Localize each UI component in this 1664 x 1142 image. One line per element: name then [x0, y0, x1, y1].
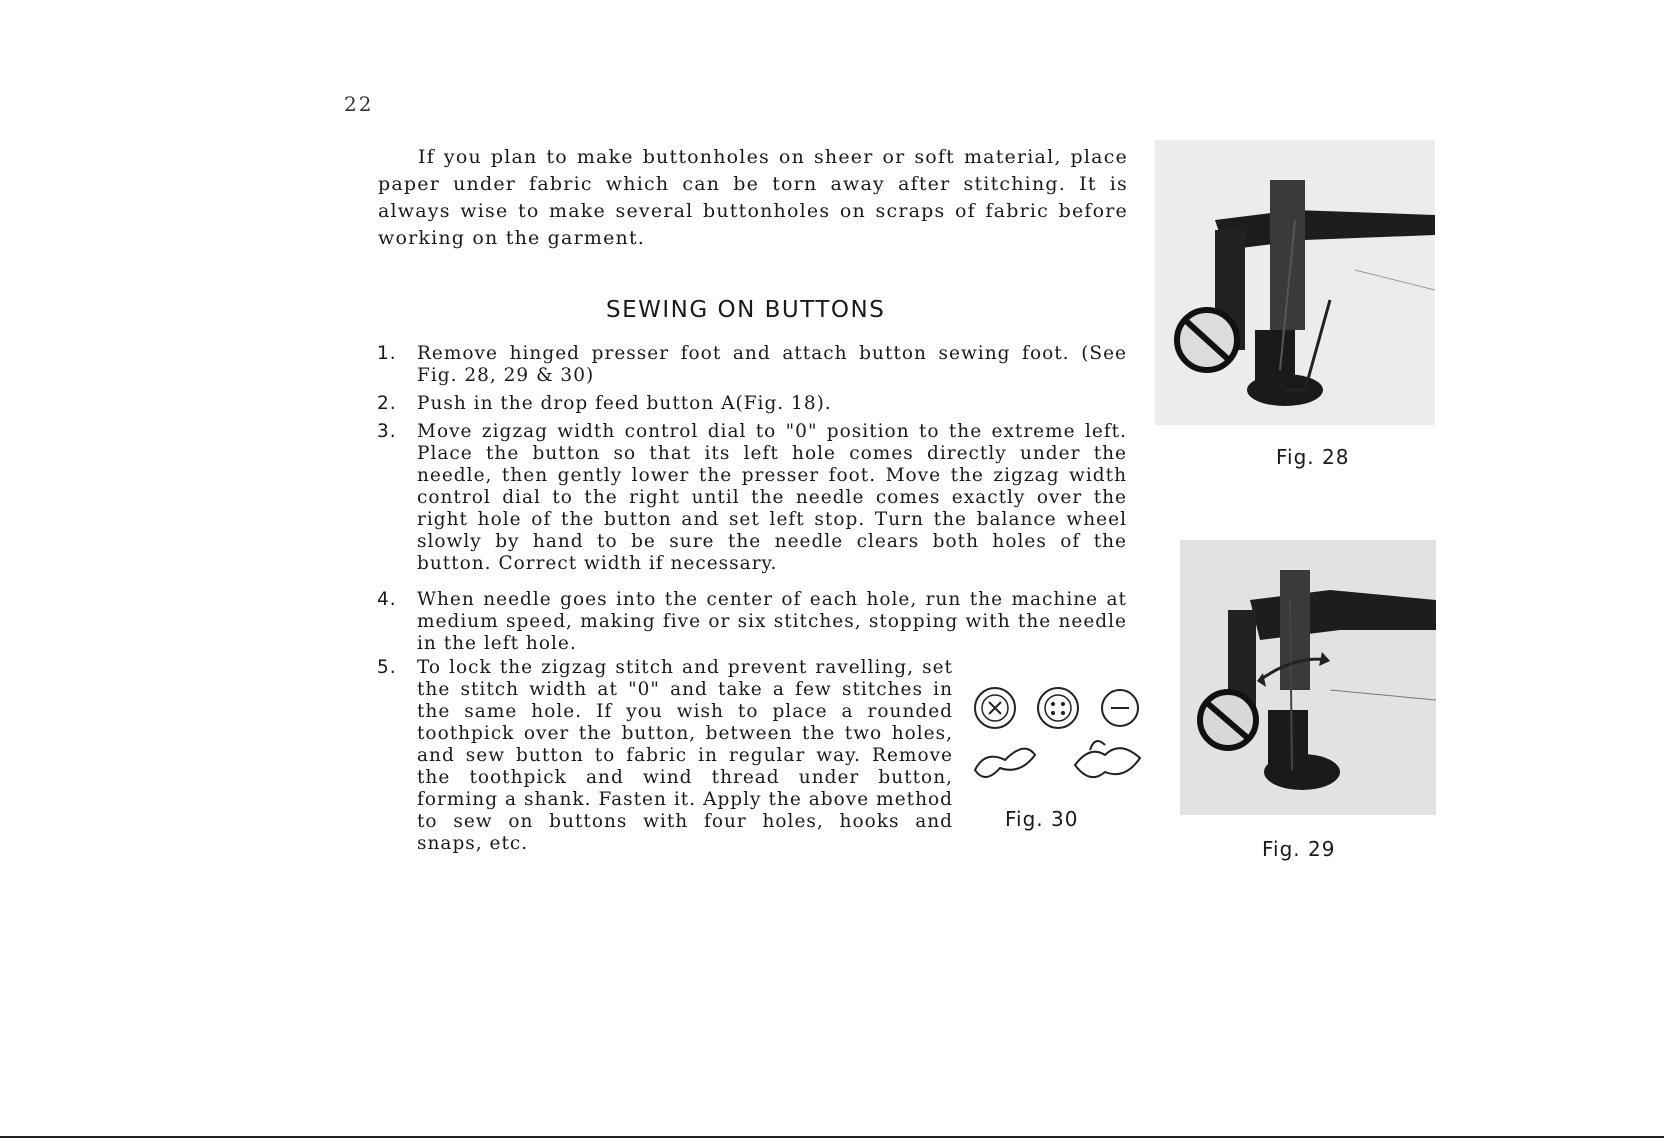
page-number: 22 — [344, 92, 374, 116]
fig-30-caption: Fig. 30 — [1005, 807, 1079, 831]
page-bottom-divider — [0, 1136, 1664, 1138]
step-text: To lock the zigzag stitch and prevent ravelling, set the stitch width at "0" and take a few stitches in the same hole. If you wish to place a rounded toothpick over the button, between the two holes, and sew button to fabric in regular way. Remove the toothpick and wind thread under button, forming a shank. Fasten it. Apply the above method to sew on buttons with four holes, hooks and snaps, etc. — [417, 657, 953, 854]
fig-29-caption: Fig. 29 — [1262, 837, 1336, 861]
intro-paragraph: If you plan to make buttonholes on sheer or soft material, place paper under fabric which can be torn away after stitching. It is always wise to make several buttonholes on scraps of fabric before working on the garment. — [378, 146, 1128, 249]
step-number: 3. — [377, 421, 397, 442]
fig-30-illustration — [965, 680, 1155, 800]
step-number: 4. — [377, 589, 397, 610]
buttons-and-shanks-icon — [965, 680, 1155, 800]
step-text: Push in the drop feed button A(Fig. 18). — [417, 393, 832, 414]
step-text: When needle goes into the center of each hole, run the machine at medium speed, making five or six stitches, stopping with the needle in the left hole. — [417, 589, 1127, 654]
presser-foot-illustration — [1155, 140, 1435, 425]
fig-28-photo — [1155, 140, 1435, 425]
section-title: SEWING ON BUTTONS — [606, 297, 886, 323]
step-text: Move zigzag width control dial to "0" position to the extreme left. Place the button so that its left hole comes directly under the needle, then gently lower the presser foot. Move the zigzag width control dial to the right until the needle comes exactly over the right hole of the button and set left stop. Turn the balance wheel slowly by hand to be sure the needle clears both holes of the button. Correct width if necessary. — [417, 421, 1127, 574]
step-text: Remove hinged presser foot and attach button sewing foot. (See Fig. 28, 29 & 30) — [417, 343, 1127, 386]
step-number: 1. — [377, 343, 397, 364]
step-number: 5. — [377, 657, 397, 678]
fig-29-photo — [1180, 540, 1436, 815]
fig-28-caption: Fig. 28 — [1276, 445, 1350, 469]
presser-foot-illustration — [1180, 540, 1436, 815]
step-number: 2. — [377, 393, 397, 414]
